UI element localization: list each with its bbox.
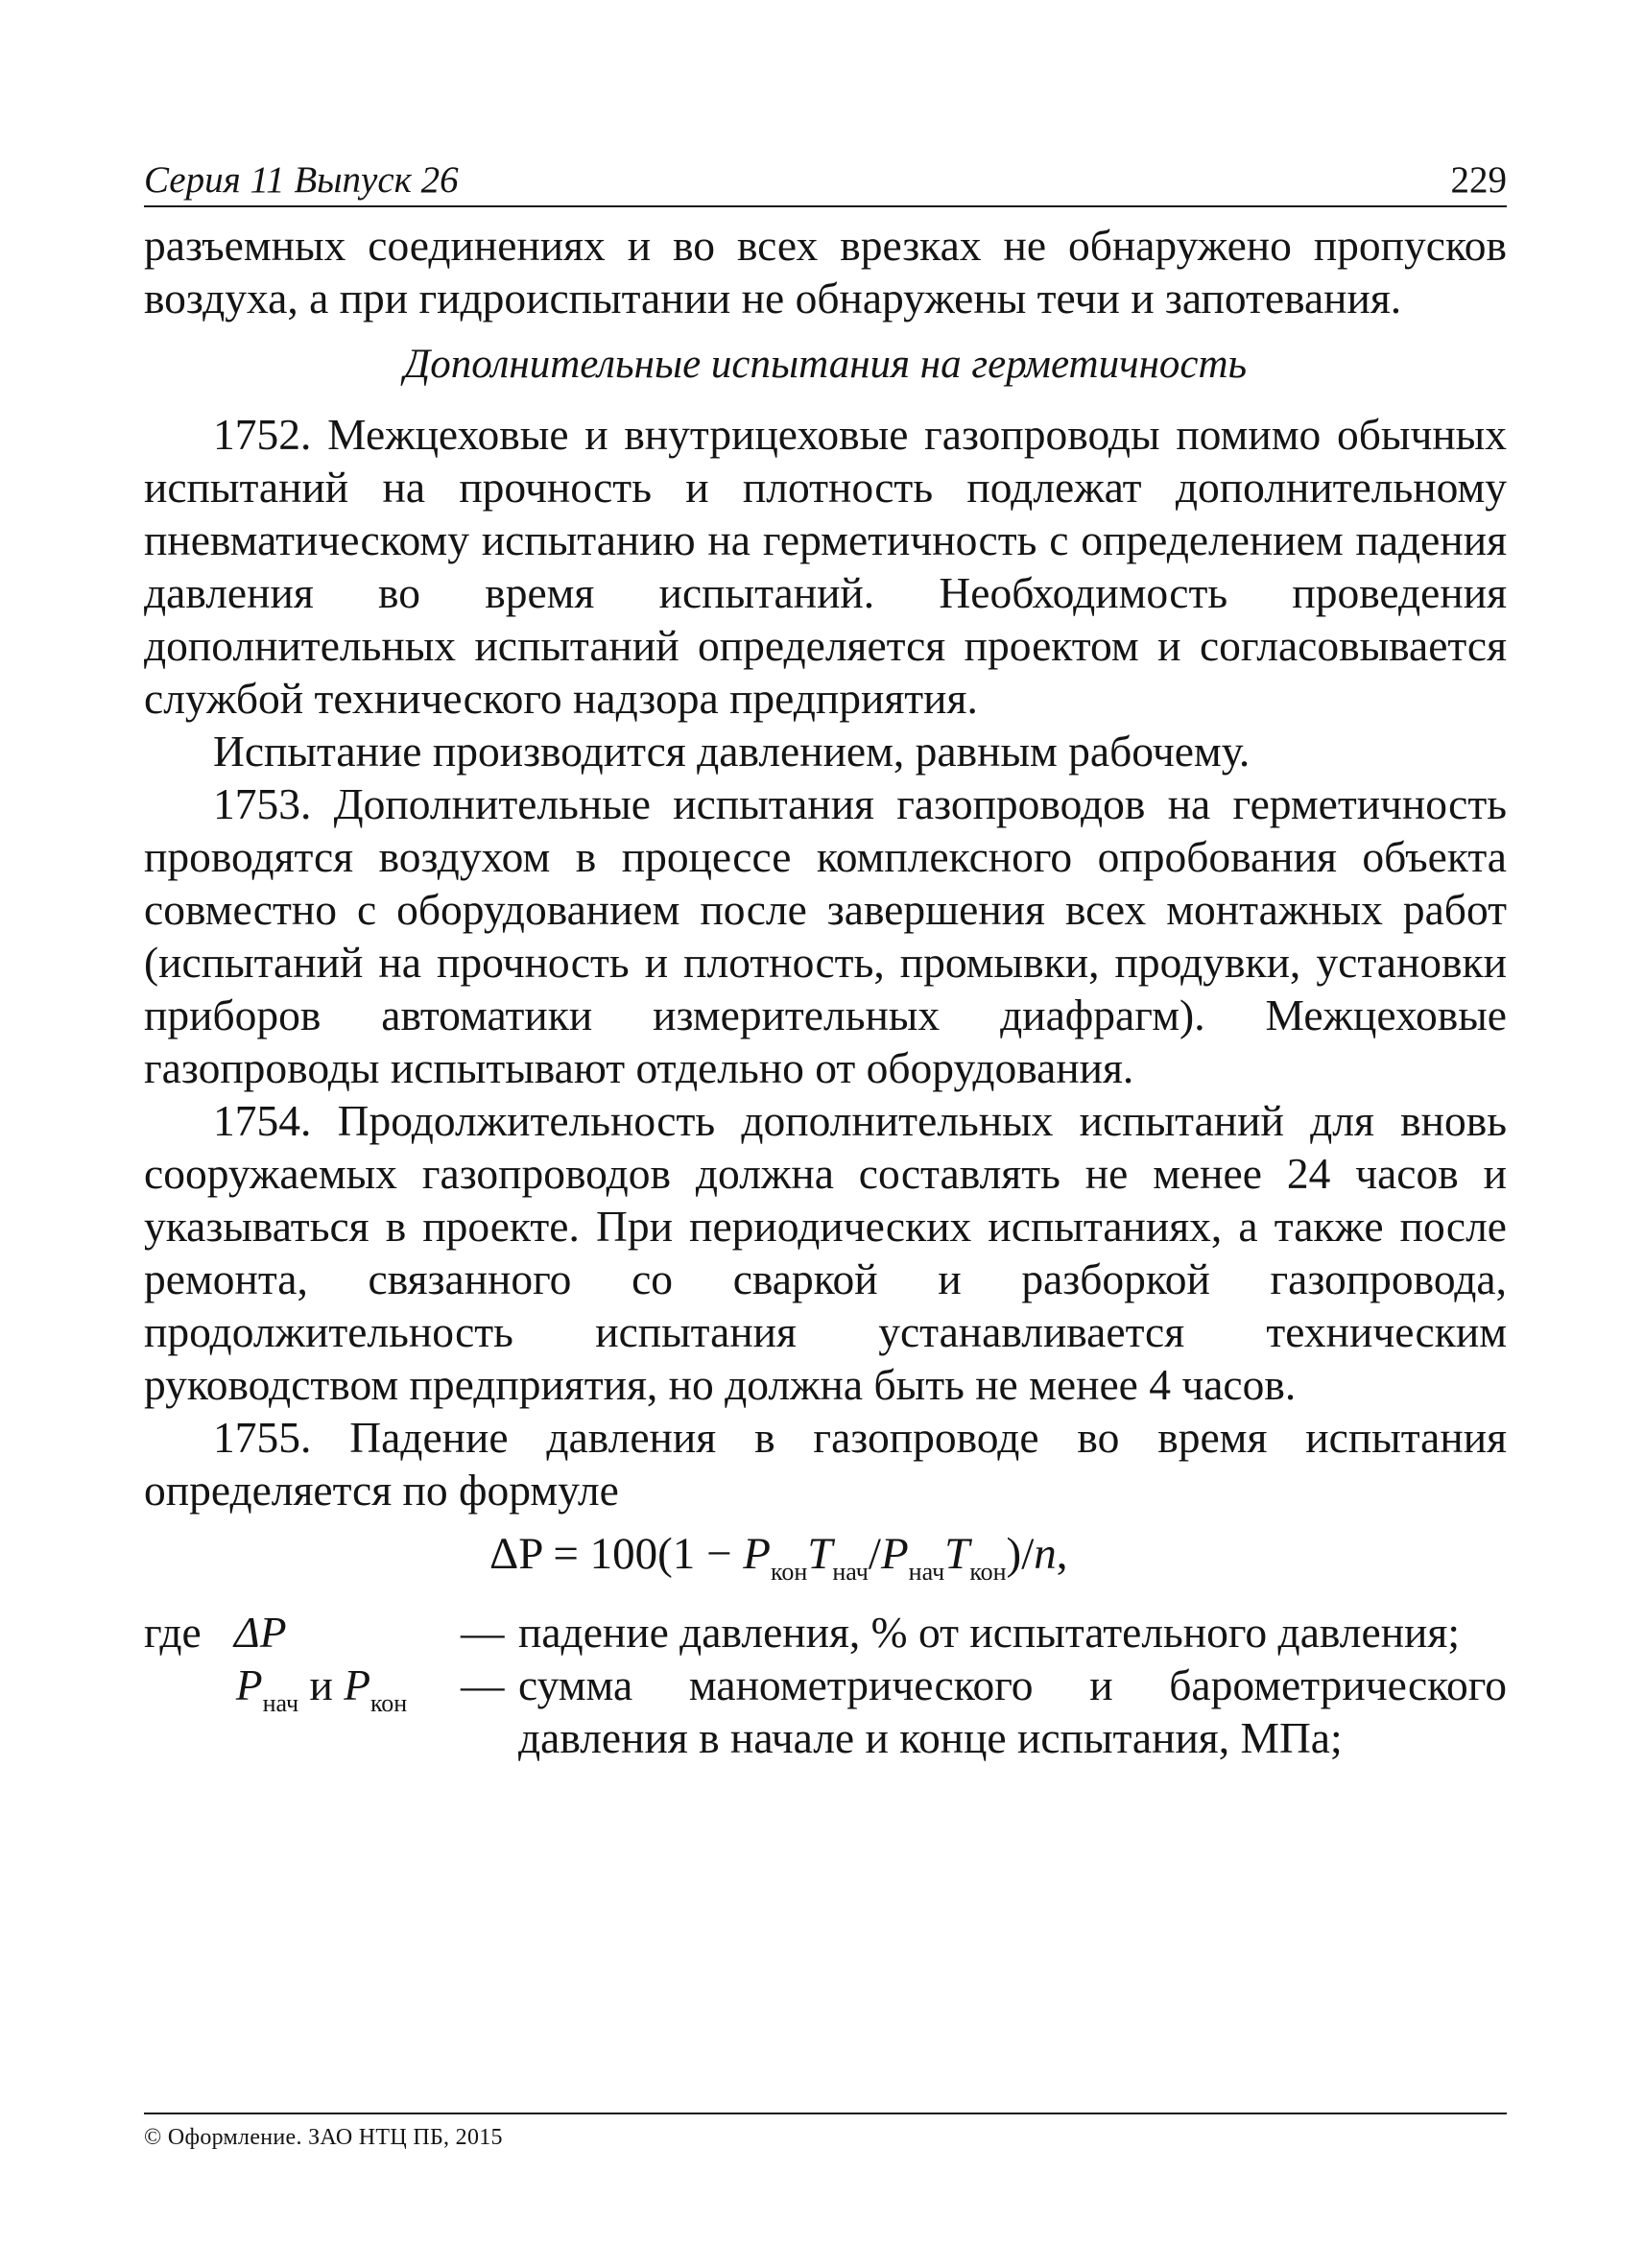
formula-n: n xyxy=(1034,1529,1057,1579)
delta-p-symbol xyxy=(221,1606,461,1659)
definitions-list xyxy=(144,1606,1507,1764)
delta-p-description: падение давления, % от испытательного давления; xyxy=(518,1608,1460,1657)
formula-p-kon: P xyxy=(743,1529,772,1579)
footer-copyright: © Оформление. ЗАО НТЦ ПБ, 2015 xyxy=(144,2125,503,2150)
pressure-drop-formula xyxy=(144,1528,1507,1598)
page-number: 229 xyxy=(1450,159,1507,201)
where-label: где xyxy=(144,1608,202,1657)
definition-dash-2: — xyxy=(461,1660,505,1709)
formula-p-nach: P xyxy=(880,1529,909,1579)
p-symbol-1: P xyxy=(235,1660,263,1709)
paragraph-1754: 1754. Продолжительность дополнительных испытаний для вновь сооружаемых газопроводов должна составлять не менее 24 часов и указываться в проекте. При периодических испытаниях, а также после ремонта, связанного со сваркой и разборкой газопровода, продолжительность испытания устанавливается техническим руководством предприятия, но должна быть не менее 4 часов. xyxy=(144,1096,1507,1409)
and-word: и xyxy=(309,1660,333,1709)
formula-sub-nach-1: нач xyxy=(832,1558,869,1586)
body-text xyxy=(144,219,1507,1764)
definition-dash: — xyxy=(461,1608,505,1657)
running-header xyxy=(144,144,1507,207)
definition-row-p xyxy=(144,1659,1507,1764)
paragraph-1752-note: Испытание производится давлением, равным рабочему. xyxy=(213,727,1251,776)
paragraph-1753: 1753. Дополнительные испытания газопроводов на герметичность проводятся воздухом в процессе комплексного опробования объекта совместно с оборудованием после завершения всех монтажных работ (испытаний на прочность и плотность, промывки, продувки, установки приборов автоматики измерительных диафрагм). Межцеховые газопроводы испытывают отдельно от оборудования. xyxy=(144,779,1507,1092)
formula-close: )/ xyxy=(1006,1529,1035,1579)
formula-eq: = 100(1 − xyxy=(541,1529,744,1579)
formula-slash: / xyxy=(868,1529,881,1579)
p-symbol-2: P xyxy=(344,1660,370,1709)
series-label: Серия 11 Выпуск 26 xyxy=(144,159,459,201)
formula-sub-kon-1: кон xyxy=(771,1558,808,1586)
p-description: сумма манометрического и барометрического давления в начале и конце испытания, МПа; xyxy=(518,1660,1507,1762)
section-title: Дополнительные испытания на герметичность xyxy=(403,342,1248,387)
formula-t-nach: T xyxy=(807,1529,833,1579)
sub-kon: кон xyxy=(369,1689,408,1717)
formula-t-kon: T xyxy=(944,1529,970,1579)
paragraph-1755: 1755. Падение давления в газопроводе во время испытания определяется по формуле xyxy=(144,1413,1507,1515)
page xyxy=(144,144,1507,1764)
sub-nach: нач xyxy=(262,1689,299,1717)
p-nach-kon-symbol xyxy=(221,1659,461,1764)
formula-sub-kon-2: кон xyxy=(969,1558,1007,1586)
definition-row-delta xyxy=(144,1606,1507,1659)
formula-sub-nach-2: нач xyxy=(908,1558,945,1586)
footer-divider xyxy=(144,2113,1507,2114)
delta-p-text: ΔP xyxy=(234,1608,287,1657)
paragraph-1752: 1752. Межцеховые и внутрицеховые газопроводы помимо обычных испытаний на прочность и плотность подлежат дополнительному пневматическому испытанию на герметичность с определением падения давления во время испытаний. Необходимость проведения дополнительных испытаний определяется проектом и согласовывается службой технического надзора предприятия. xyxy=(144,410,1507,723)
intro-paragraph: разъемных соединениях и во всех врезках не обнаружено пропусков воздуха, а при гидроиспытании не обнаружены течи и запотевания. xyxy=(144,221,1507,322)
formula-tail: , xyxy=(1056,1529,1068,1579)
formula-lhs: ΔP xyxy=(489,1529,542,1579)
